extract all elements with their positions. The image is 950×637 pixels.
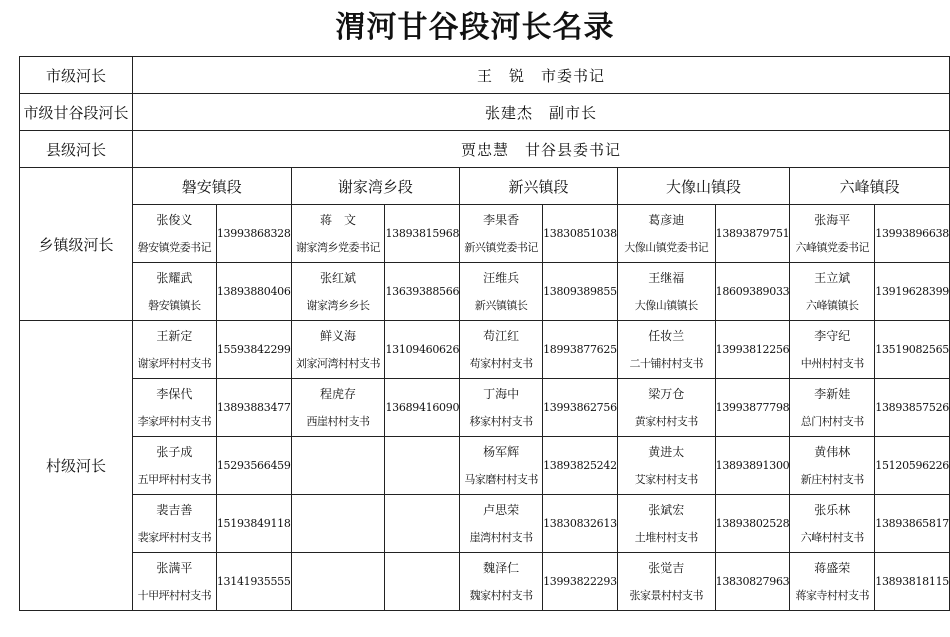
county-label: 县级河长 [20, 131, 133, 168]
person-name: 苟江红 [483, 328, 520, 343]
person-title: 魏家村村支书 [469, 588, 533, 602]
person-cell [132, 495, 216, 553]
phone-number: 13993822293 [543, 553, 618, 611]
person-name: 张红斌 [320, 270, 357, 285]
person-title: 刘家河湾村村支书 [296, 356, 380, 370]
phone-number: 13919628399 [875, 263, 950, 321]
person-cell [790, 437, 875, 495]
person-name: 黄进太 [648, 444, 685, 459]
person-title: 磐安镇党委书记 [137, 240, 212, 254]
person-cell [460, 379, 543, 437]
person-name: 张子成 [156, 444, 193, 459]
phone-number: 18609389033 [715, 263, 790, 321]
person-cell [291, 205, 385, 263]
person-title: 新兴镇党委书记 [464, 240, 538, 254]
person-cell [790, 205, 875, 263]
person-name: 鲜义海 [320, 328, 357, 343]
person-cell [460, 495, 543, 553]
person-cell [790, 379, 875, 437]
person-cell [617, 553, 715, 611]
person-name: 张俊义 [156, 212, 193, 227]
person-cell [460, 205, 543, 263]
person-title: 新兴镇镇长 [474, 298, 528, 312]
county-row [20, 131, 950, 168]
county-value: 贾忠慧 甘谷县委书记 [132, 131, 949, 168]
town-row [20, 205, 950, 263]
person-cell [132, 205, 216, 263]
person-name: 李守纪 [814, 328, 851, 343]
phone-number: 15293566459 [216, 437, 291, 495]
phone-number: 13893802528 [715, 495, 790, 553]
person-name: 梁万仓 [648, 386, 685, 401]
person-title: 六峰村村支书 [800, 530, 864, 544]
person-cell [291, 495, 385, 553]
person-cell [132, 379, 216, 437]
phone-number: 15593842299 [216, 321, 291, 379]
town-header: 谢家湾乡段 [291, 168, 460, 205]
person-cell [132, 321, 216, 379]
town-header: 新兴镇段 [460, 168, 618, 205]
person-cell [617, 379, 715, 437]
city-section-label: 市级甘谷段河长 [20, 94, 133, 131]
person-cell [291, 437, 385, 495]
person-name: 魏泽仁 [483, 560, 520, 575]
person-name: 任妆兰 [648, 328, 685, 343]
phone-number: 13830827963 [715, 553, 790, 611]
person-name: 蒋 文 [320, 212, 357, 227]
person-cell [460, 437, 543, 495]
phone-number: 13993812256 [715, 321, 790, 379]
person-cell [790, 263, 875, 321]
town-level-label: 乡镇级河长 [20, 168, 133, 321]
person-name: 卢思荣 [483, 502, 520, 517]
village-row [20, 495, 950, 553]
person-cell [132, 437, 216, 495]
person-title: 移家村村支书 [469, 414, 533, 428]
phone-number: 13809389855 [543, 263, 618, 321]
person-name: 王新定 [156, 328, 193, 343]
phone-number [385, 437, 460, 495]
person-cell [291, 321, 385, 379]
village-level-label: 村级河长 [20, 321, 133, 611]
phone-number: 13893865817 [875, 495, 950, 553]
person-title: 五甲坪村村支书 [137, 472, 212, 486]
phone-number: 13109460626 [385, 321, 460, 379]
person-name: 程虎存 [320, 386, 357, 401]
person-title: 马家磨村村支书 [464, 472, 538, 486]
person-title: 艾家村村支书 [634, 472, 698, 486]
person-title: 大像山镇镇长 [634, 298, 698, 312]
person-title: 谢家湾乡党委书记 [296, 240, 380, 254]
person-name: 葛彦迪 [648, 212, 685, 227]
phone-number: 13689416090 [385, 379, 460, 437]
person-title: 磐安镇镇长 [148, 298, 201, 312]
village-row [20, 437, 950, 495]
person-name: 丁海中 [483, 386, 520, 401]
person-name: 王立斌 [814, 270, 851, 285]
phone-number: 13519082565 [875, 321, 950, 379]
phone-number: 13893857526 [875, 379, 950, 437]
person-title: 苟家村村支书 [469, 356, 533, 370]
village-row [20, 321, 950, 379]
phone-number: 13993877798 [715, 379, 790, 437]
person-cell [132, 263, 216, 321]
phone-number: 13830851038 [543, 205, 618, 263]
person-title: 土堆村村支书 [634, 530, 698, 544]
phone-number: 13893825242 [543, 437, 618, 495]
phone-number: 13141935555 [216, 553, 291, 611]
phone-number: 13893879751 [715, 205, 790, 263]
phone-number: 13993896638 [875, 205, 950, 263]
person-cell [617, 437, 715, 495]
person-title: 谢家坪村村支书 [137, 356, 212, 370]
person-title: 黄家村村支书 [634, 414, 698, 428]
person-cell [790, 553, 875, 611]
phone-number: 15120596226 [875, 437, 950, 495]
person-title: 张家景村村支书 [629, 588, 703, 602]
person-name: 蒋盛荣 [814, 560, 851, 575]
person-name: 张斌宏 [648, 502, 685, 517]
city-section-value: 张建杰 副市长 [132, 94, 949, 131]
person-name: 李保代 [156, 386, 193, 401]
city-row [20, 57, 950, 94]
town-row [20, 263, 950, 321]
person-cell [291, 379, 385, 437]
phone-number [385, 553, 460, 611]
person-title: 西崖村村支书 [306, 414, 370, 428]
person-title: 谢家湾乡乡长 [306, 298, 370, 312]
phone-number: 13993868328 [216, 205, 291, 263]
person-title: 新庄村村支书 [800, 472, 864, 486]
person-cell [790, 321, 875, 379]
city-value: 王 锐 市委书记 [132, 57, 949, 94]
phone-number: 13639388566 [385, 263, 460, 321]
person-name: 李果香 [483, 212, 520, 227]
person-title: 裴家坪村村支书 [137, 530, 212, 544]
village-row [20, 379, 950, 437]
phone-number: 13993862756 [543, 379, 618, 437]
person-name: 李新娃 [814, 386, 851, 401]
person-name: 黄伟林 [814, 444, 851, 459]
person-title: 总门村村支书 [800, 414, 864, 428]
person-cell [460, 321, 543, 379]
person-cell [617, 495, 715, 553]
person-title: 二十铺村村支书 [629, 356, 703, 370]
person-name: 裴吉善 [156, 502, 193, 517]
city-section-row [20, 94, 950, 131]
page-title: 渭河甘谷段河长名录 [335, 10, 615, 45]
river-chief-table [19, 56, 950, 611]
phone-number: 13893891300 [715, 437, 790, 495]
phone-number: 15193849118 [216, 495, 291, 553]
phone-number: 18993877625 [543, 321, 618, 379]
person-name: 杨军辉 [483, 444, 520, 459]
person-cell [460, 263, 543, 321]
person-title: 蒋家寺村村支书 [795, 588, 870, 602]
person-name: 张满平 [156, 560, 193, 575]
phone-number: 13893880406 [216, 263, 291, 321]
person-title: 李家坪村村支书 [137, 414, 212, 428]
person-cell [617, 205, 715, 263]
person-title: 六峰镇镇长 [806, 298, 859, 312]
phone-number: 13893818115 [875, 553, 950, 611]
city-label: 市级河长 [20, 57, 133, 94]
person-name: 王继福 [648, 270, 685, 285]
person-name: 张海平 [814, 212, 851, 227]
person-name: 张觉吉 [648, 560, 685, 575]
town-header: 大像山镇段 [617, 168, 790, 205]
person-name: 张耀武 [156, 270, 193, 285]
person-name: 汪维兵 [483, 270, 520, 285]
person-title: 十甲坪村村支书 [137, 588, 212, 602]
town-header-row [20, 168, 950, 205]
person-title: 大像山镇党委书记 [624, 240, 709, 254]
person-title: 崖湾村村支书 [469, 530, 533, 544]
village-row [20, 553, 950, 611]
person-cell [291, 263, 385, 321]
town-header: 磐安镇段 [132, 168, 291, 205]
town-header: 六峰镇段 [790, 168, 950, 205]
person-title: 中州村村支书 [800, 356, 864, 370]
person-cell [617, 321, 715, 379]
person-cell [617, 263, 715, 321]
person-cell [790, 495, 875, 553]
person-cell [291, 553, 385, 611]
phone-number: 13893815968 [385, 205, 460, 263]
phone-number: 13830832613 [543, 495, 618, 553]
phone-number: 13893883477 [216, 379, 291, 437]
person-name: 张乐林 [814, 502, 851, 517]
phone-number [385, 495, 460, 553]
person-cell [460, 553, 543, 611]
person-title: 六峰镇党委书记 [795, 240, 870, 254]
person-cell [132, 553, 216, 611]
